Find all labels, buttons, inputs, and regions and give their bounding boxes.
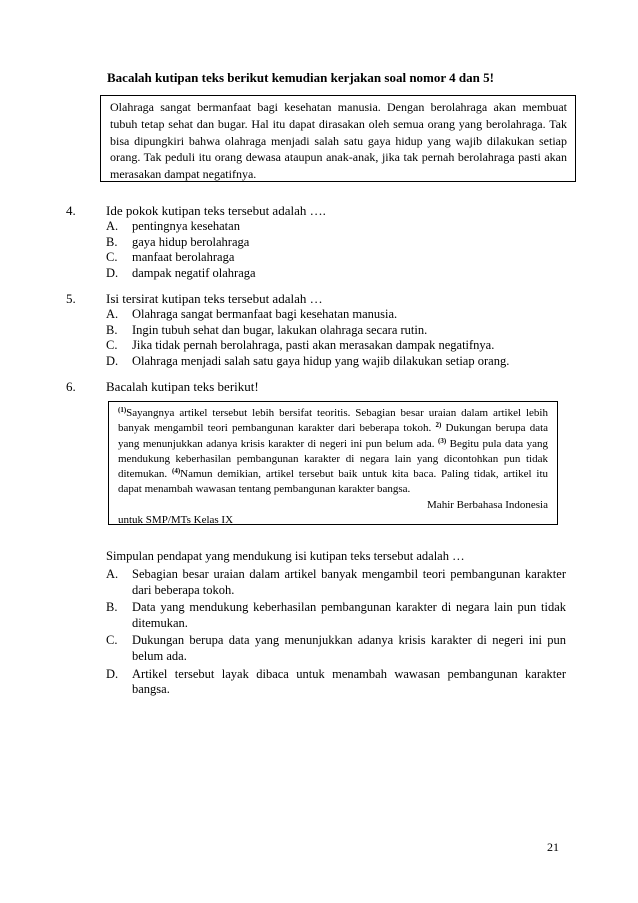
reading-instruction: Bacalah kutipan teks berikut kemudian kerjakan soal nomor 4 dan 5! — [107, 70, 494, 85]
sentence-marker-3: (3) — [438, 436, 447, 445]
sentence-marker-2: 2) — [435, 421, 442, 430]
option-c[interactable] — [106, 633, 566, 664]
passage-text-1: Olahraga sangat bermanfaat bagi kesehatan manusia. Dengan berolahraga akan membuat tubuh tetap sehat dan bugar. Hal itu dapat dirasakan oleh semua orang yang berolahraga. Tak bisa dipungkiri bahwa olahraga menjadi salah satu gaya hidup yang wajib dilakukan setiap orang. Tak peduli itu orang dewasa ataupun anak-anak, jika tak pernah berolahraga pasti akan merasakan dampat negatifnya. — [110, 100, 567, 182]
source-line-2: untuk SMP/MTs Kelas IX — [118, 514, 234, 527]
question-number: 4. — [66, 203, 76, 218]
option-d[interactable] — [106, 354, 566, 370]
source-line-1: Mahir Berbahasa Indonesia — [427, 498, 548, 511]
page-number: 21 — [547, 840, 559, 854]
question-stem: Simpulan pendapat yang mendukung isi kutipan teks tersebut adalah … — [106, 549, 465, 563]
option-letter: D. — [106, 353, 119, 368]
option-letter: B. — [106, 322, 118, 337]
sentence-2: Dukungan berupa data yang menunjukkan adanya krisis karakter di negeri ini pun belum ada. — [118, 422, 549, 450]
option-a[interactable] — [106, 219, 566, 235]
option-c[interactable] — [106, 338, 566, 354]
option-text: manfaat berolahraga — [132, 250, 235, 265]
option-text: gaya hidup berolahraga — [132, 234, 250, 249]
option-d[interactable] — [106, 266, 566, 282]
question-number: 5. — [66, 291, 76, 306]
option-letter: D. — [106, 666, 119, 681]
question-stem: Ide pokok kutipan teks tersebut adalah …. — [106, 203, 326, 218]
question-stem: Isi tersirat kutipan teks tersebut adalah … — [106, 291, 323, 306]
question-stem: Bacalah kutipan teks berikut! — [106, 379, 259, 394]
question-6-prompt — [106, 549, 566, 697]
option-c[interactable] — [106, 250, 566, 266]
passage-box-1 — [100, 95, 576, 182]
option-a[interactable] — [106, 307, 566, 323]
sentence-1: Sayangnya artikel tersebut lebih bersifat teoritis. Sebagian besar uraian dalam artikel lebih banyak mengambil teori pembangunan karakter dari beberapa tokoh. — [118, 407, 548, 435]
option-letter: B. — [106, 600, 118, 615]
option-letter: A. — [106, 567, 119, 581]
option-letter: A. — [106, 219, 119, 233]
option-text: pentingnya kesehatan — [132, 219, 240, 233]
option-text: Dukungan berupa data yang menunjukkan adanya krisis karakter di negeri ini pun belum ada. — [132, 633, 566, 663]
option-text: Olahraga sangat bermanfaat bagi kesehatan manusia. — [132, 307, 398, 321]
options-list — [106, 307, 566, 369]
sentence-3: Begitu pula data yang mendukung keberhasilan pembangunan karakter di negara lain yang dicontohkan pun tidak ditemukan. — [118, 437, 549, 481]
option-letter: C. — [106, 338, 118, 353]
question-number: 6. — [66, 379, 76, 394]
sentence-marker-4: (4) — [172, 467, 181, 476]
option-text: Data yang mendukung keberhasilan pembangunan karakter di negara lain pun tidak ditemukan. — [132, 600, 566, 630]
option-text: Jika tidak pernah berolahraga, pasti akan merasakan dampak negatifnya. — [132, 338, 495, 353]
sentence-marker-1: (1) — [118, 406, 127, 414]
options-list — [106, 219, 566, 281]
option-b[interactable] — [106, 323, 566, 339]
option-text: Artikel tersebut layak dibaca untuk menambah wawasan pembangunan karakter bangsa. — [132, 666, 566, 697]
passage-text-2 — [118, 406, 548, 498]
option-letter: D. — [106, 265, 119, 280]
option-a[interactable] — [106, 567, 566, 598]
passage-box-2 — [108, 401, 558, 525]
option-text: dampak negatif olahraga — [132, 265, 256, 280]
option-letter: C. — [106, 633, 118, 648]
option-letter: B. — [106, 234, 118, 249]
option-text: Olahraga menjadi salah satu gaya hidup yang wajib dilakukan setiap orang. — [132, 353, 510, 368]
option-b[interactable] — [106, 235, 566, 251]
option-text: Sebagian besar uraian dalam artikel banyak mengambil teori pembangunan karakter dari beberapa tokoh. — [132, 567, 566, 597]
option-letter: A. — [106, 307, 119, 321]
option-b[interactable] — [106, 600, 566, 631]
option-letter: C. — [106, 250, 118, 265]
option-d[interactable] — [106, 667, 566, 698]
sentence-4: Namun demikian, artikel tersebut baik untuk kita baca. Paling tidak, artikel itu dapat menambah wawasan tentang pembangunan karakter bangsa. — [118, 468, 549, 496]
option-text: Ingin tubuh sehat dan bugar, lakukan olahraga secara rutin. — [132, 322, 428, 337]
options-list — [106, 567, 566, 700]
